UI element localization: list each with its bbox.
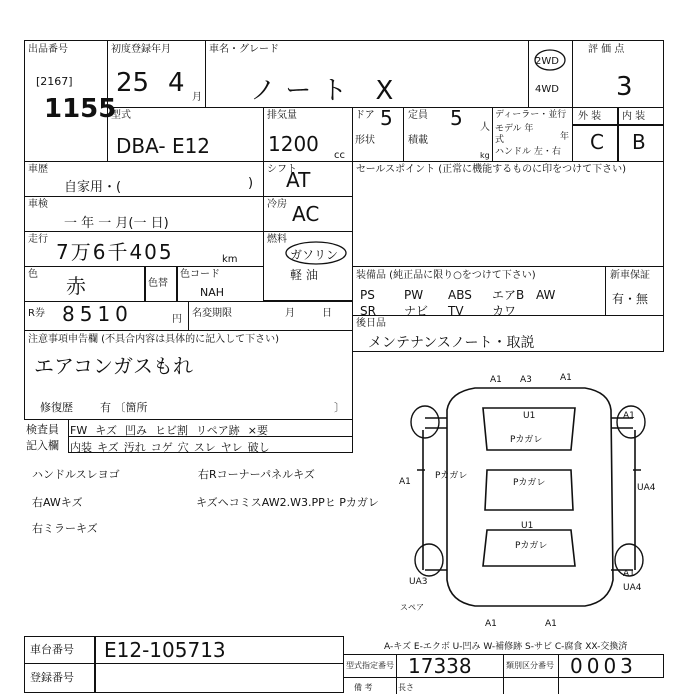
mark-11: Pカガレ	[515, 541, 548, 551]
shift-label: シフト	[267, 164, 297, 175]
name-change-day: 日	[322, 308, 332, 319]
note-label: 備 考	[354, 683, 373, 692]
color-code-value: NAH	[200, 286, 225, 299]
shift-value: AT	[286, 168, 311, 192]
reg-label: 初度登録年月	[111, 44, 171, 55]
mileage-value: 7万6千405	[56, 240, 174, 264]
inspector-cell-r2-0: 内装	[70, 441, 92, 454]
exterior-label: 外 装	[578, 111, 602, 122]
mark-15: A1	[485, 619, 497, 629]
inspector-cell-r1-4: リペア跡	[196, 424, 240, 437]
mark-7: A1	[399, 477, 411, 487]
lot-sub: [2167]	[36, 75, 73, 88]
mark-12: UA4	[637, 483, 656, 493]
name-change-label: 名変期限	[192, 308, 232, 319]
score-label: 評 価 点	[588, 44, 625, 55]
inspector-cell-r2-2: 汚れ	[123, 441, 146, 454]
inspector-cell-r2-7: 破し	[247, 441, 270, 454]
mileage-label: 走行	[28, 234, 48, 245]
equipment-item-r2-0: SR	[360, 304, 376, 318]
car-name: ノート X	[250, 76, 404, 106]
disp-value: 1200	[268, 132, 319, 156]
fuel-label: 燃料	[267, 234, 287, 245]
reg-month: 4	[168, 68, 185, 98]
drive-2wd: 2WD	[535, 56, 559, 67]
ac-value: AC	[292, 202, 320, 226]
capacity-label: 定員	[408, 110, 428, 121]
score-value: 3	[616, 72, 633, 102]
color-label: 色	[28, 269, 38, 280]
car-damage-diagram	[395, 370, 660, 630]
reg-year: 25	[116, 68, 150, 98]
interior-value: B	[632, 130, 646, 154]
capacity-unit: 人	[480, 122, 490, 133]
fuel-diesel: 軽 油	[290, 268, 318, 282]
inspector-label-2: 記入欄	[26, 439, 59, 452]
inspector-cell-r1-3: ヒビ割	[155, 424, 188, 437]
mark-14: UA4	[623, 583, 642, 593]
mark-5: Pカガレ	[510, 435, 543, 445]
notes-label: 注意事項申告欄 (不具合内容は具体的に記入して下さい)	[28, 334, 279, 345]
class-label: 類別区分番号	[506, 661, 554, 670]
history-value: 自家用・(	[64, 180, 122, 195]
type-cert-label: 型式指定番号	[346, 661, 394, 670]
mark-8: Pカガレ	[435, 471, 468, 481]
chassis-label: 車台番号	[30, 643, 74, 656]
wheel-rear-left	[415, 544, 443, 576]
mark-3: A1	[560, 373, 572, 383]
hand-note-1: ハンドルスレヨゴ	[32, 468, 120, 481]
ticket-label: R券	[28, 308, 45, 319]
year-unit-label: 年	[560, 132, 570, 142]
ticket-unit: 円	[172, 314, 182, 325]
reg-no-label: 登録番号	[30, 671, 74, 684]
equipment-item-r1-2: ABS	[448, 288, 472, 302]
disp-unit: cc	[334, 150, 345, 161]
disp-label: 排気量	[267, 110, 297, 121]
hand-note-3: 右ミラーキズ	[32, 522, 98, 535]
lot-number: 1155	[44, 94, 117, 124]
color-value: 赤	[66, 274, 86, 298]
inspection-value: 一 年 一 月(一 日)	[64, 216, 169, 231]
equipment-item-r2-2: TV	[448, 304, 464, 318]
type-cert-value: 17338	[408, 654, 472, 678]
inspector-row-1	[70, 422, 276, 438]
dealer-label: ディーラー・並行	[495, 110, 567, 120]
mark-10: U1	[521, 521, 534, 531]
inspector-cell-r2-3: コゲ	[150, 441, 173, 454]
lot-label: 出品番号	[28, 44, 68, 55]
inspector-cell-r1-1: キズ	[95, 424, 117, 437]
reg-month-unit: 月	[192, 92, 202, 103]
mark-9: Pカガレ	[513, 478, 546, 488]
handle-label: ハンドル 左・右	[495, 147, 561, 157]
hand-note-2: 右AWキズ	[32, 496, 83, 509]
equipment-item-r1-0: PS	[360, 288, 375, 302]
history-label: 車歴	[28, 164, 48, 175]
door-value: 5	[380, 106, 393, 130]
fuel-gasoline: ガソリン	[290, 248, 339, 262]
load-unit: kg	[480, 151, 490, 160]
model-value: DBA- E12	[116, 134, 211, 158]
color-swap-label: 色替	[148, 278, 168, 289]
inspector-label-1: 検査員	[26, 423, 59, 436]
mark-2: A3	[520, 375, 532, 385]
inspection-label: 車検	[28, 199, 48, 210]
sales-point-label: セールスポイント (正常に機能するものに印をつけて下さい)	[356, 164, 627, 175]
later-items-value: メンテナンスノート・取説	[368, 335, 535, 351]
inspector-cell-r2-4: 穴	[177, 441, 189, 454]
drive-circle	[532, 48, 568, 72]
hand-note-5: キズヘコミスAW2.W3.PPヒ Pカガレ	[196, 496, 379, 509]
equipment-item-r2-1: ナビ	[404, 304, 429, 318]
inspector-cell-r1-5: ×要	[247, 424, 268, 437]
chassis-value: E12-105713	[104, 638, 226, 662]
hand-note-4: 右Rコーナーパネルキズ	[198, 468, 315, 481]
legend: A-キズ E-エクボ U-凹み W-補修跡 S-サビ C-腐食 XX-交換済	[384, 642, 628, 652]
ticket-value: 8510	[62, 302, 133, 326]
mark-4: U1	[523, 411, 536, 421]
name-label: 車名・グレード	[209, 44, 279, 55]
name-change-month: 月	[285, 308, 295, 319]
inspector-row-2	[70, 439, 275, 455]
equipment-item-r2-3: カワ	[492, 304, 517, 318]
mark-6: A1	[623, 411, 635, 421]
repair-value: 有 〔箇所	[100, 401, 148, 414]
history-box	[24, 161, 264, 197]
sales-point-box	[352, 161, 664, 267]
color-code-label: 色コード	[180, 269, 220, 280]
fuel-circle	[283, 240, 349, 266]
wheel-front-left	[411, 406, 439, 438]
model-year-label: モデル 年式	[495, 124, 534, 145]
capacity-value: 5	[450, 106, 463, 130]
load-label: 積載	[408, 135, 428, 146]
ac-label: 冷房	[267, 199, 287, 210]
equipment-item-r1-4: AW	[536, 288, 556, 302]
repair-close: 〕	[334, 401, 345, 414]
equipment-item-r1-3: エアB	[492, 288, 525, 302]
mark-1: A1	[490, 375, 502, 385]
warranty-value: 有・無	[612, 292, 649, 306]
warranty-label: 新車保証	[610, 270, 650, 281]
spare-label: スペア	[400, 603, 424, 612]
inspector-cell-r1-0: FW	[70, 424, 88, 437]
car-length-label: 長さ	[398, 683, 414, 692]
mileage-unit: km	[222, 254, 238, 265]
mark-17: A1	[623, 569, 635, 579]
mark-13: UA3	[409, 577, 428, 587]
door-label: ドア	[355, 110, 375, 121]
interior-label: 内 装	[622, 111, 646, 122]
repair-label: 修復歴	[40, 401, 73, 414]
drive-4wd: 4WD	[535, 84, 559, 95]
mark-16: A1	[545, 619, 557, 629]
model-label: 型式	[111, 110, 131, 121]
later-items-label: 後日品	[356, 318, 386, 329]
inspector-cell-r2-6: ヤレ	[220, 441, 243, 454]
inspector-cell-r2-1: キズ	[97, 441, 119, 454]
equipment-label: 装備品 (純正品に限り○をつけて下さい)	[356, 270, 536, 281]
car-roof	[485, 470, 573, 510]
inspector-cell-r1-2: 凹み	[125, 424, 147, 437]
equipment-item-r1-1: PW	[404, 288, 424, 302]
history-close: )	[248, 176, 254, 191]
inspector-cell-r2-5: スレ	[193, 441, 216, 454]
notes-value: エアコンガスもれ	[34, 354, 193, 378]
class-value: 0003	[570, 654, 637, 678]
shape-label: 形状	[355, 135, 375, 146]
exterior-value: C	[590, 130, 604, 154]
